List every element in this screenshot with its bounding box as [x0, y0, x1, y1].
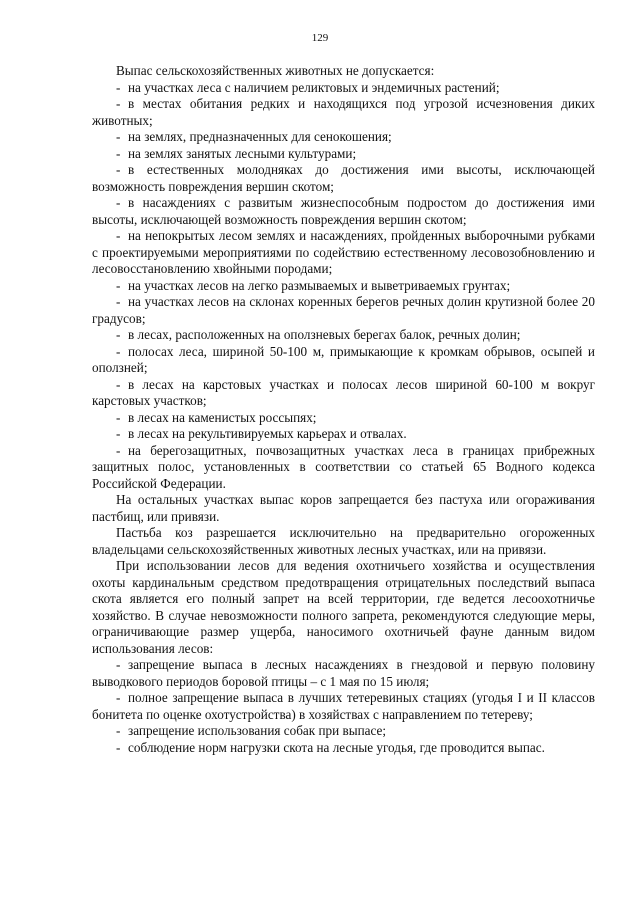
list-item — [92, 740, 595, 757]
list-item-text: на берегозащитных, почвозащитных участках леса в границах прибрежных защитных полос, установленных в соответствии со статьей 65 Водного кодекса Российской Федерации. — [92, 442, 595, 491]
list-item-text: на участках лесов на легко размываемых и выветриваемых грунтах; — [128, 277, 511, 293]
list-item-text: на участках леса с наличием реликтовых и эндемичных растений; — [128, 79, 500, 95]
list-item — [92, 443, 595, 493]
dash-marker: - — [116, 409, 121, 425]
list-item-text: в естественных молодняках до достижения ими высоты, исключающей возможность повреждения вершин скотом; — [92, 162, 595, 194]
list-item — [92, 426, 595, 443]
list-item-text: на землях занятых лесными культурами; — [128, 145, 357, 161]
dash-marker: - — [116, 277, 121, 293]
list-item — [92, 723, 595, 740]
list-item-text: полосах леса, шириной 50-100 м, примыкающие к кромкам обрывов, осыпей и оползней; — [92, 343, 595, 375]
list-item-text: на непокрытых лесом землях и насаждениях, пройденных выборочными рубками с проектируемыми мероприятиями по содействию естественному лесовозобновлению и лесовосстановлению хвойными породами; — [92, 228, 595, 276]
list-item-text: в лесах, расположенных на оползневых берегах балок, речных долин; — [128, 327, 521, 342]
dash-marker: - — [116, 426, 121, 441]
list-item-text: в лесах на рекультивируемых карьерах и отвалах. — [128, 426, 407, 441]
list-item — [92, 195, 595, 228]
list-item — [92, 327, 595, 344]
list-item — [92, 228, 595, 278]
dash-marker: - — [116, 343, 121, 359]
list-item-text: соблюдение норм нагрузки скота на лесные угодья, где проводится выпас. — [128, 739, 545, 755]
list-item — [92, 377, 595, 410]
list-item-text: на землях, предназначенных для сенокошения; — [128, 129, 392, 144]
dash-marker: - — [116, 162, 121, 177]
dash-marker: - — [116, 294, 121, 309]
list-item — [92, 344, 595, 377]
dash-marker: - — [116, 723, 121, 738]
list-item — [92, 278, 595, 295]
dash-marker: - — [116, 376, 121, 392]
list-item — [92, 294, 595, 327]
list-item-text: полное запрещение выпаса в лучших тетеревиных стациях (угодья I и II классов бонитета по оценке охотустройства) в хозяйствах с направлением по тетереву; — [92, 690, 595, 722]
dash-marker: - — [116, 195, 121, 210]
dash-marker: - — [116, 129, 121, 144]
list-item — [92, 410, 595, 427]
dash-marker: - — [116, 228, 121, 243]
restrictions-list — [92, 80, 595, 493]
page-number: 129 — [311, 32, 329, 44]
list-item-text: запрещение выпаса в лесных насаждениях в гнездовой и первую половину выводкового периодов боровой птицы – с 1 мая по 15 июля; — [92, 657, 595, 689]
list-item-text: запрещение использования собак при выпасе; — [128, 723, 387, 738]
dash-marker: - — [116, 739, 121, 755]
list-item-text: на участках лесов на склонах коренных берегов речных долин крутизной более 20 градусов; — [92, 294, 595, 326]
list-item — [92, 146, 595, 163]
measures-list — [92, 657, 595, 756]
dash-marker: - — [116, 327, 121, 342]
goats-paragraph: Пастьба коз разрешается исключительно на предварительно огороженных владельцами сельскохозяйственных животных лесных участках, или на привязи. — [92, 525, 595, 557]
list-item-text: в местах обитания редких и находящихся под угрозой исчезновения диких животных; — [92, 96, 595, 128]
hunting-paragraph: При использовании лесов для ведения охотничьего хозяйства и осуществления охоты кардинальным средством предотвращения отрицательных последствий выпаса скота является его полный запрет на всей территории, где ведется лесоохотничье хозяйство. В случае невозможности полного запрета, рекомендуются следующие меры, ограничивающие размер ущерба, наносимого охотничьей фауне данным видом использования лесов: — [92, 558, 595, 656]
list-item — [92, 80, 595, 97]
cows-paragraph: На остальных участках выпас коров запрещается без пастуха или огораживания пастбищ, или привязи. — [92, 492, 595, 524]
list-item — [92, 162, 595, 195]
list-item-text: в лесах на каменистых россыпях; — [128, 409, 317, 425]
intro-paragraph: Выпас сельскохозяйственных животных не допускается: — [116, 63, 435, 78]
list-item-text: в насаждениях с развитым жизнеспособным подростом до достижения ими высоты, исключающей возможность повреждения вершин скотом; — [92, 195, 595, 227]
dash-marker: - — [116, 442, 121, 458]
document-body — [92, 63, 595, 756]
dash-marker: - — [116, 690, 121, 705]
list-item — [92, 129, 595, 146]
dash-marker: - — [116, 96, 121, 111]
dash-marker: - — [116, 145, 121, 161]
list-item — [92, 96, 595, 129]
list-item-text: в лесах на карстовых участках и полосах лесов шириной 60-100 м вокруг карстовых участков; — [92, 376, 595, 408]
dash-marker: - — [116, 79, 121, 95]
list-item — [92, 690, 595, 723]
dash-marker: - — [116, 657, 121, 672]
list-item — [92, 657, 595, 690]
